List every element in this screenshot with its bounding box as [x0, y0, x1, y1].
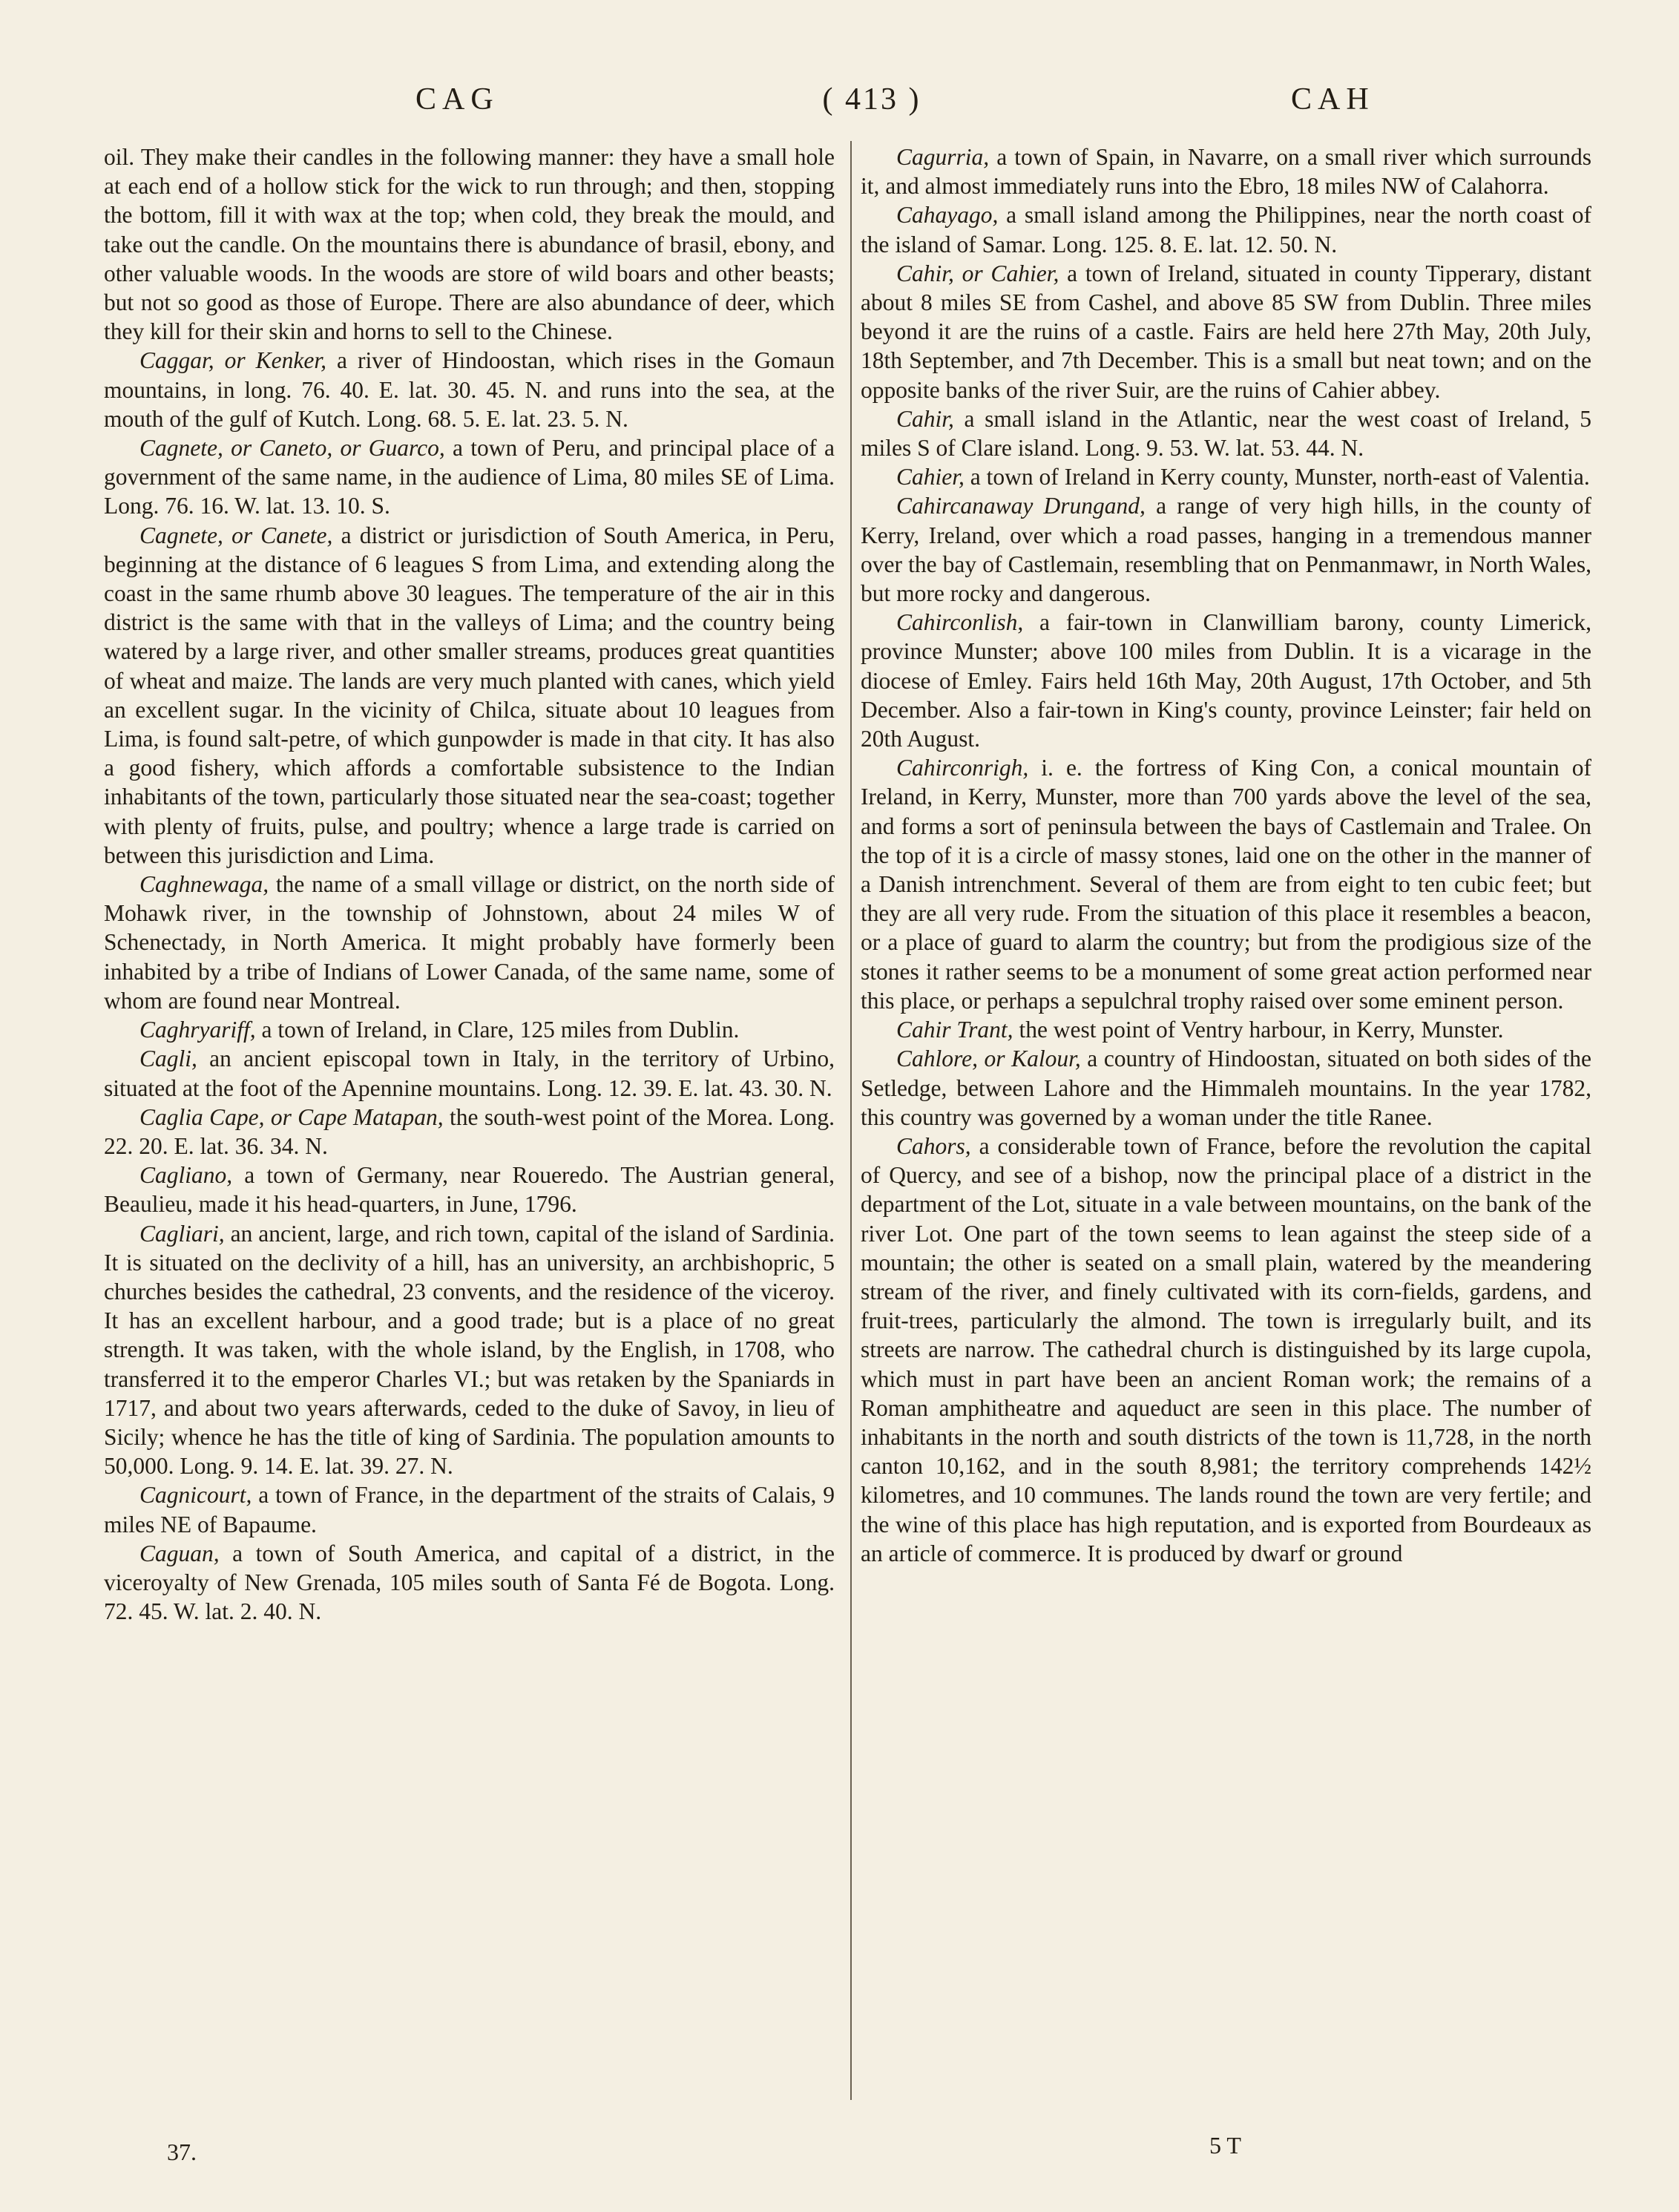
entry: [104, 346, 835, 433]
entry-headword: Caghryariff,: [139, 1017, 256, 1043]
entry: [861, 608, 1591, 753]
entry-text: oil. They make their candles in the following manner: they have a small hole at each end of a hollow stick for the wick to run through; and then, stopping the bottom, fill it with wax at the top; when cold, they break the mould, and take out the candle. On the mountains there is abundance of brasil, ebony, and other valuable woods. In the woods are store of wild boars and other beasts; but not so good as those of Europe. There are also abundance of deer, which they kill for their skin and horns to sell to the Chinese.: [104, 144, 835, 345]
entry-text: i. e. the fortress of King Con, a conical mountain of Ireland, in Kerry, Munster, more than 700 yards above the level of the sea, and forms a sort of peninsula between the bays of Castlemain and Tralee. On the top of it is a circle of massy stones, laid one on the other in the manner of a Danish intrenchment. Several of them are from eight to ten cubic feet; but they are all very rude. From the situation of this place it resembles a beacon, or a place of guard to alarm the country; but from the prodigious size of the stones it rather seems to be a monument of some great action performed near this place, or perhaps a sepulchral trophy raised over some eminent person.: [861, 755, 1591, 1014]
right-catchword: CAH: [1291, 82, 1375, 116]
entry-headword: Caghnewaga,: [139, 871, 269, 898]
entry-text: a small island among the Philippines, near the north coast of the island of Samar. Long. 125. 8. E. lat. 12. 50. N.: [861, 202, 1591, 257]
entry-text: the name of a small village or district, on the north side of Mohawk river, in the township of Johnstown, about 24 miles W of Schenectady, in North America. It might probably have formerly been inhabited by a tribe of Indians of Lower Canada, of the same name, some of whom are found near Montreal.: [104, 871, 835, 1014]
column-divider: [850, 141, 852, 2100]
entry: [104, 1103, 835, 1161]
entry-text: a town of Ireland, situated in county Tipperary, distant about 8 miles SE from Cashel, and above 85 SW from Dublin. Three miles beyond it are the ruins of a castle. Fairs are held here 27th May, 20th July, 18th September, and 7th December. This is a small but neat town; and on the opposite banks of the river Suir, are the ruins of Cahier abbey.: [861, 260, 1591, 403]
entry-text: the south-west point of the Morea. Long. 22. 20. E. lat. 36. 34. N.: [104, 1103, 835, 1159]
entry-headword: Cahircanaway Drungand,: [896, 493, 1146, 519]
entry-headword: Cagurria,: [896, 144, 990, 170]
entry-headword: Cahlore, or Kalour,: [896, 1046, 1081, 1072]
entry-headword: Cagliano,: [139, 1162, 233, 1189]
right-column: [861, 142, 1591, 1568]
entry-text: a town of Germany, near Roueredo. The Austrian general, Beaulieu, made it his head-quarters, in June, 1796.: [104, 1162, 835, 1218]
left-signature-mark: 37.: [167, 2139, 197, 2165]
entry-text: a town of France, in the department of the straits of Calais, 9 miles NE of Bapaume.: [104, 1482, 835, 1537]
entry-text: a small island in the Atlantic, near the west coast of Ireland, 5 miles S of Clare island. Long. 9. 53. W. lat. 53. 44. N.: [861, 405, 1591, 462]
entry-text: a considerable town of France, before the revolution the capital of Quercy, and see of a bishop, now the principal place of a district in the department of the Lot, situate in a vale between mountains, on the bank of the river Lot. One part of the town seems to lean against the steep side of a mountain; the other is seated on a small plain, watered by the meandering stream of the river, and finely cultivated with its corn-fields, gardens, and fruit-trees, particularly the almond. The town is irregularly built, and its streets are narrow. The cathedral church is distinguished by its large cupola, which must in part have been an ancient Roman work; the remains of a Roman amphitheatre and aqueduct are seen in this place. The number of inhabitants in the north and south districts of the town is 11,728, in the north canton 10,162, and in the south 8,981; the territory comprehends 142½ kilometres, and 10 communes. The lands round the town are very fertile; and the wine of this place has high reputation, and is exported from Bourdeaux as an article of commerce. It is produced by dwarf or ground: [861, 1132, 1591, 1566]
entry: [861, 404, 1591, 462]
entry: [104, 870, 835, 1015]
running-head: [104, 82, 1595, 126]
entry-headword: Cahors,: [896, 1132, 971, 1159]
entry: [861, 753, 1591, 1015]
entry-headword: Caglia Cape, or Cape Matapan,: [139, 1103, 444, 1130]
entry-headword: Cagli,: [139, 1046, 197, 1072]
entry-headword: Cahirconrigh,: [896, 755, 1029, 781]
left-catchword: CAG: [415, 82, 499, 116]
entry-text: a river of Hindoostan, which rises in the Gomaun mountains, in long. 76. 40. E. lat. 30. 45. N. and runs into the sea, at the mouth of the gulf of Kutch. Long. 68. 5. E. lat. 23. 5. N.: [104, 347, 835, 432]
entry: [104, 1219, 835, 1481]
entry-headword: Cagnete, or Caneto, or Guarco,: [139, 435, 445, 462]
entry: [861, 1132, 1591, 1568]
entry-headword: Cahayago,: [896, 202, 999, 229]
entry: [861, 1044, 1591, 1132]
entry: [104, 521, 835, 870]
entry-headword: Cahir,: [896, 405, 954, 432]
entry: [861, 1015, 1591, 1044]
entry: [104, 1015, 835, 1044]
entry: [104, 1480, 835, 1538]
entry-text: an ancient, large, and rich town, capital of the island of Sardinia. It is situated on the declivity of a hill, has an university, an archbishopric, 5 churches besides the cathedral, 23 convents, and the residence of the viceroy. It has an excellent harbour, and a good trade; but is a place of no great strength. It was taken, with the whole island, by the English, in 1708, who transferred it to the emperor Charles VI.; but was retaken by the Spaniards in 1717, and about two years afterwards, ceded to the duke of Savoy, in lieu of Sicily; whence he has the title of king of Sardinia. The population amounts to 50,000. Long. 9. 14. E. lat. 39. 27. N.: [104, 1220, 835, 1480]
entry-text: a country of Hindoostan, situated on both sides of the Setledge, between Lahore and the Himmaleh mountains. In the year 1782, this country was governed by a woman under the title Ranee.: [861, 1046, 1592, 1130]
entry-headword: Caguan,: [139, 1540, 220, 1566]
left-column: [104, 142, 835, 1626]
entry-text: a town of Ireland, in Clare, 125 miles from Dublin.: [255, 1017, 740, 1043]
entry: [861, 462, 1591, 491]
entry-text: a range of very high hills, in the county of Kerry, Ireland, over which a road passes, hanging in a tremendous manner over the bay of Castlemain, resembling that on Penmanmawr, in North Wales, but more rocky and dangerous.: [861, 493, 1591, 607]
entry-text: a town of Spain, in Navarre, on a small river which surrounds it, and almost immediately runs into the Ebro, 18 miles NW of Calahorra.: [861, 144, 1591, 200]
entry-headword: Cahir, or Cahier,: [896, 260, 1059, 286]
entry: [104, 1044, 835, 1102]
right-signature-mark: 5 T: [1209, 2132, 1241, 2159]
entry: [861, 259, 1591, 404]
entry: [104, 142, 835, 346]
entry-headword: Cahier,: [896, 464, 965, 490]
entry-headword: Cahir Trant,: [896, 1017, 1013, 1043]
entry-text: a fair-town in Clanwilliam barony, county Limerick, province Munster; above 100 miles from Dublin. It is a vicarage in the diocese of Emley. Fairs held 16th May, 20th August, 17th October, and 5th December. Also a fair-town in King's county, province Leinster; fair held on 20th August.: [861, 609, 1591, 752]
entry-text: a town of Peru, and principal place of a government of the same name, in the audience of Lima, 80 miles SE of Lima. Long. 76. 16. W. lat. 13. 10. S.: [104, 435, 835, 519]
entry-text: an ancient episcopal town in Italy, in the territory of Urbino, situated at the foot of the Apennine mountains. Long. 12. 39. E. lat. 43. 30. N.: [104, 1046, 835, 1101]
entry: [104, 1161, 835, 1218]
entry-text: a town of Ireland in Kerry county, Munster, north-east of Valentia.: [964, 464, 1590, 490]
entry-text: a town of South America, and capital of a district, in the viceroyalty of New Grenada, 105 miles south of Santa Fé de Bogota. Long. 72. 45. W. lat. 2. 40. N.: [104, 1540, 835, 1625]
entry: [861, 491, 1591, 608]
entry-text: a district or jurisdiction of South America, in Peru, beginning at the distance of 6 leagues S from Lima, and extending along the coast in the same rhumb above 30 leagues. The temperature of the air in this district is the same with that in the valleys of Lima; and the country being watered by a large river, and other smaller streams, produces great quantities of wheat and maize. The lands are very much planted with canes, which yield an excellent sugar. In the vicinity of Chilca, situate about 10 leagues from Lima, is found salt-petre, of which gunpowder is made in that city. It has also a good fishery, which affords a comfortable subsistence to the Indian inhabitants of the town, particularly those situated near the sea-coast; together with plenty of fruits, pulse, and poultry; whence a large trade is carried on between this jurisdiction and Lima.: [104, 522, 835, 868]
entry-headword: Cagliari,: [139, 1220, 225, 1247]
entry: [861, 200, 1591, 258]
page-number: ( 413 ): [822, 82, 921, 116]
entry-headword: Caggar, or Kenker,: [139, 347, 327, 374]
entry-text: the west point of Ventry harbour, in Kerry, Munster.: [1013, 1017, 1504, 1043]
entry: [104, 433, 835, 521]
entry: [104, 1539, 835, 1627]
entry-headword: Cagnete, or Canete,: [139, 522, 333, 548]
entry-headword: Cahirconlish,: [896, 609, 1024, 636]
entry: [861, 142, 1591, 200]
entry-headword: Cagnicourt,: [139, 1482, 252, 1509]
